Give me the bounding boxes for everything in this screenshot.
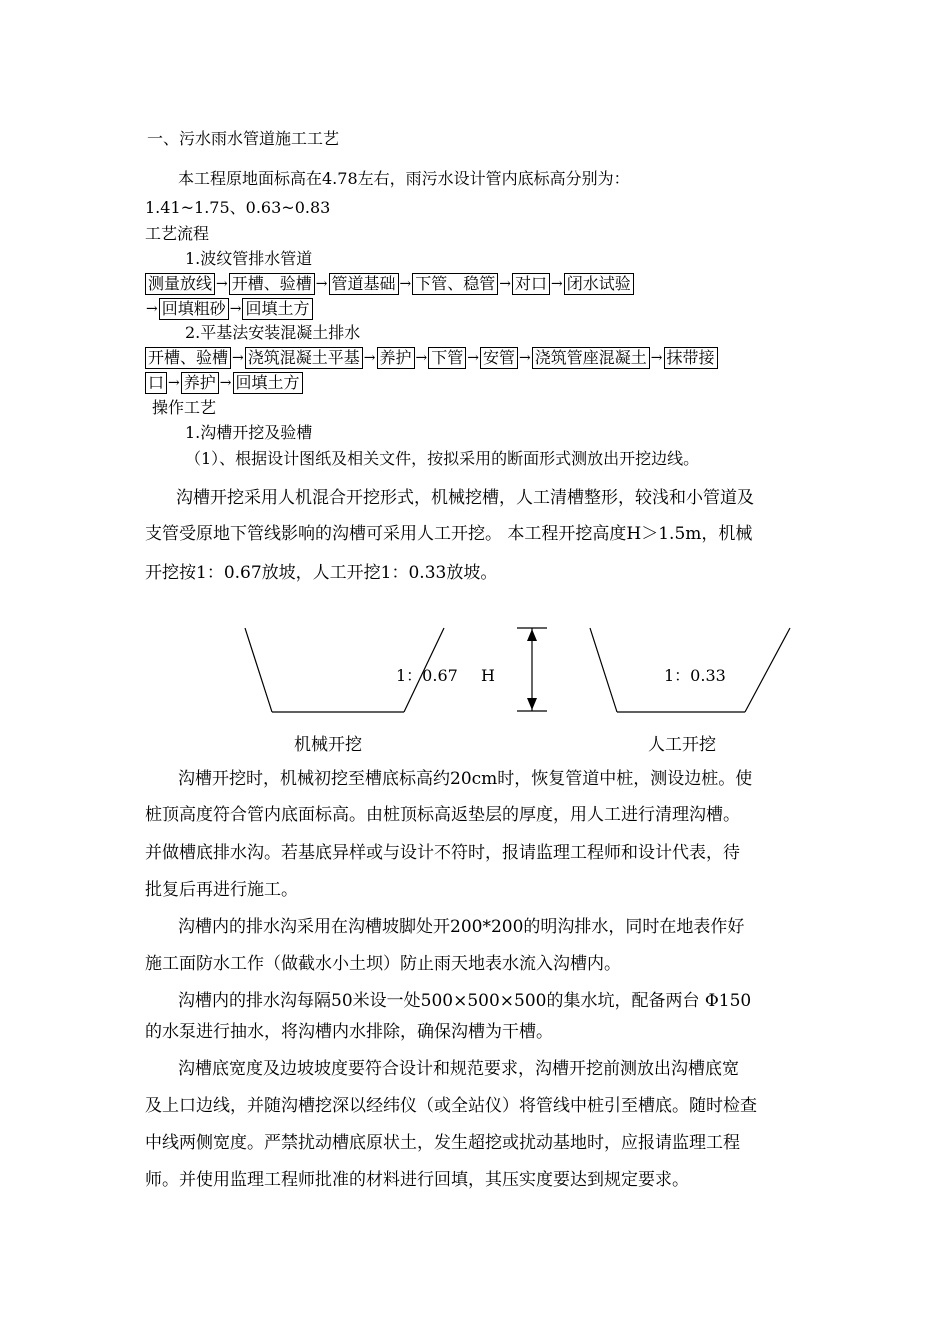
flow-step: 浇筑混凝土平基 xyxy=(245,347,363,369)
paragraph-line: 中线两侧宽度。严禁扰动槽底原状土，发生超挖或扰动基地时，应报请监理工程 xyxy=(145,1133,740,1153)
height-label: H xyxy=(481,666,495,685)
flow-step: 抹带接 xyxy=(664,347,718,369)
flow-step: 下管 xyxy=(428,347,466,369)
paragraph-line: 支管受原地下管线影响的沟槽可采用人工开挖。 本工程开挖高度H＞1.5m，机械 xyxy=(145,524,753,544)
caption-manual: 人工开挖 xyxy=(648,735,716,755)
paragraph-line: 施工面防水工作（做截水小土坝）防止雨天地表水流入沟槽内。 xyxy=(145,954,621,974)
paragraph-line: 沟槽开挖时，机械初挖至槽底标高约20cm时，恢复管道中桩，测设边桩。使 xyxy=(178,769,753,789)
process-title: 工艺流程 xyxy=(145,224,210,243)
flow-arrow: → xyxy=(315,276,328,292)
flow-arrow: → xyxy=(415,350,428,366)
paragraph-line: 的水泵进行抽水，将沟槽内水排除，确保沟槽为干槽。 xyxy=(145,1022,553,1042)
paragraph-line: 开挖按1：0.67放坡，人工开挖1：0.33放坡。 xyxy=(145,563,498,583)
flow-step: 养护 xyxy=(181,372,219,394)
flow-step: 下管、稳管 xyxy=(412,273,498,295)
paragraph-line: 及上口边线，并随沟槽挖深以经纬仪（或全站仪）将管线中桩引至槽底。随时检查 xyxy=(145,1096,757,1116)
flow-step: 回填土方 xyxy=(233,372,303,394)
flow2-title: 2.平基法安装混凝土排水 xyxy=(185,323,361,342)
paragraph-line: 沟槽内的排水沟采用在沟槽坡脚处开200*200的明沟排水，同时在地表作好 xyxy=(178,917,745,937)
paragraph-line: 并做槽底排水沟。若基底异样或与设计不符时，报请监理工程师和设计代表，待 xyxy=(145,843,740,863)
slope-label-machine: 1：0.67 xyxy=(396,666,458,685)
flow1-title: 1.波纹管排水管道 xyxy=(185,249,313,268)
paragraph-line: 沟槽底宽度及边坡坡度要符合设计和规范要求，沟槽开挖前测放出沟槽底宽 xyxy=(178,1059,739,1079)
flow-arrow: → xyxy=(229,301,242,317)
paragraph-line: 桩顶高度符合管内底面标高。由桩顶标高返垫层的厚度，用人工进行清理沟槽。 xyxy=(145,805,740,825)
flow-step: 管道基础 xyxy=(329,273,399,295)
flow-step: 口 xyxy=(145,372,167,394)
height-arrow-up-icon xyxy=(527,629,537,641)
height-arrow-down-icon xyxy=(527,698,537,710)
ops-item-1: （1）、根据设计图纸及相关文件，按拟采用的断面形式测放出开挖边线。 xyxy=(185,449,700,468)
paragraph-line: 沟槽内的排水沟每隔50米设一处500×500×500的集水坑，配备两台 Φ150 xyxy=(178,991,752,1011)
flow-step: 养护 xyxy=(377,347,415,369)
intro-line-2: 1.41~1.75、0.63~0.83 xyxy=(145,198,331,217)
flow-step: 开槽、验槽 xyxy=(145,347,231,369)
caption-machine: 机械开挖 xyxy=(294,735,362,755)
section-heading: 一、污水雨水管道施工工艺 xyxy=(147,129,340,148)
intro-line-1: 本工程原地面标高在4.78左右，雨污水设计管内底标高分别为： xyxy=(178,169,630,188)
paragraph-line: 师。并使用监理工程师批准的材料进行回填，其压实度要达到规定要求。 xyxy=(145,1170,689,1190)
ops-subtitle: 1.沟槽开挖及验槽 xyxy=(185,423,313,442)
machine-trench-left-slope xyxy=(245,628,272,712)
flow-step: 测量放线 xyxy=(145,273,215,295)
flow-arrow: → xyxy=(499,276,511,292)
flow-arrow: → xyxy=(399,276,412,292)
flow-arrow: → xyxy=(551,276,563,292)
slope-label-manual: 1：0.33 xyxy=(664,666,726,685)
flow-step: 浇筑管座混凝土 xyxy=(532,347,650,369)
flow-arrow: → xyxy=(519,350,531,366)
ops-title: 操作工艺 xyxy=(152,398,217,417)
manual-trench-left-slope xyxy=(590,628,617,712)
flow-step: 回填粗砂 xyxy=(159,298,229,320)
flow-step: 开槽、验槽 xyxy=(229,273,315,295)
flow-step: 对口 xyxy=(512,273,550,295)
flow-arrow: → xyxy=(467,350,479,366)
flow-step: 回填土方 xyxy=(242,298,312,320)
flow-arrow: → xyxy=(168,375,180,391)
flow-arrow: → xyxy=(650,350,663,366)
paragraph-line: 批复后再进行施工。 xyxy=(145,880,298,900)
manual-trench-right-slope xyxy=(745,628,790,712)
flow-step: 安管 xyxy=(480,347,518,369)
flow-step: 闭水试验 xyxy=(564,273,634,295)
flow-arrow: → xyxy=(146,301,158,317)
flow-arrow: → xyxy=(219,375,232,391)
paragraph-line: 沟槽开挖采用人机混合开挖形式，机械挖槽，人工清槽整形，较浅和小管道及 xyxy=(176,488,754,508)
flow-arrow: → xyxy=(216,276,228,292)
flow-arrow: → xyxy=(232,350,244,366)
flow-arrow: → xyxy=(363,350,376,366)
